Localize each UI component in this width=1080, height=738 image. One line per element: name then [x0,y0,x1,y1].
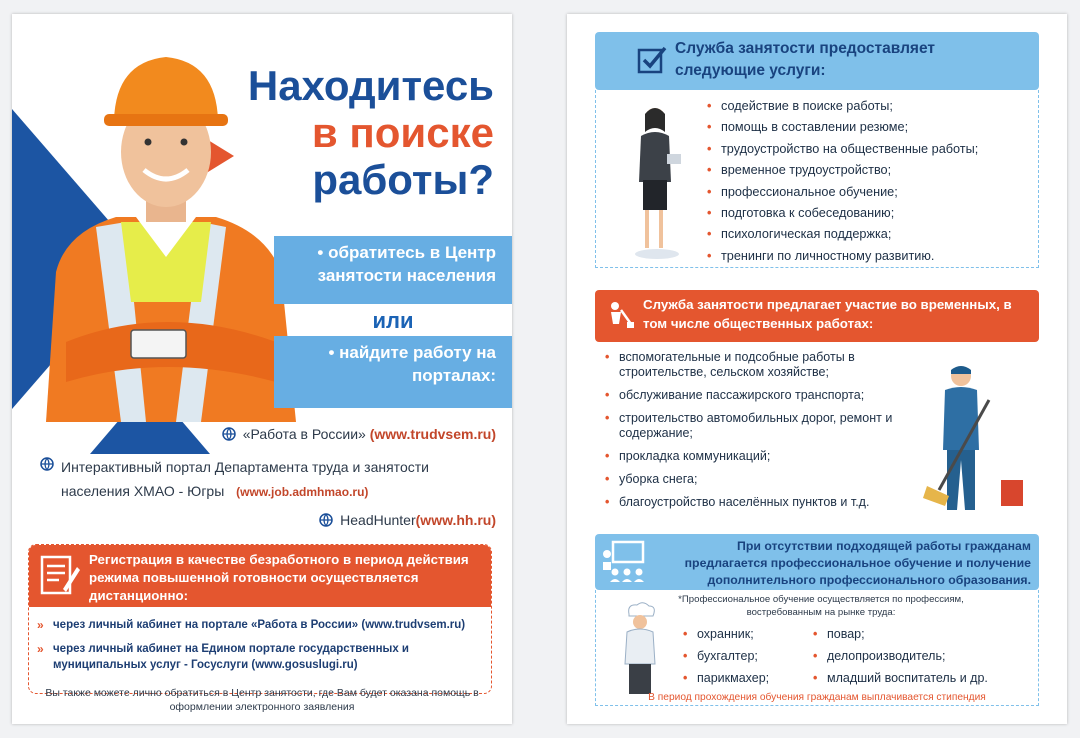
list-item: • обслуживание пассажирского транспорта; [605,388,935,403]
or-text: или [372,308,414,333]
professions-list [683,626,1033,687]
globe-icon [319,513,333,527]
right-flyer [567,14,1067,724]
list-item: • прокладка коммуникаций; [605,449,935,464]
registration-option-trudvsem: » через личный кабинет на портале «Работа в России» (www.trudvsem.ru) [37,618,466,632]
globe-icon [40,457,54,471]
left-flyer [12,14,512,724]
chevron-right-icon: » [37,642,44,656]
registration-box [28,544,492,694]
list-item: • вспомогательные и подсобные работы в строительстве, сельском хозяйстве; [605,350,935,380]
stipend-note: В период прохождения обучения гражданам выплачивается стипендия [648,692,986,703]
shovel-worker-icon [605,300,635,330]
list-item: • парикмахер; [683,670,813,687]
businesswoman-illustration [627,102,687,262]
portal-job-admhmao[interactable] [40,456,500,504]
list-item: • охранник; [683,626,813,643]
list-item: • строительство автомобильных дорог, ремонт и содержание; [605,411,935,441]
list-item: • уборка снега; [605,472,935,487]
list-item: • бухгалтер; [683,648,813,665]
chevron-right-icon: » [37,618,44,632]
title-line-2: в поиске [311,109,494,157]
title-line-1: Находитесь [247,62,494,109]
title-line-3: работы? [312,156,494,204]
list-item: • младший воспитатель и др. [813,670,1033,687]
globe-icon [222,427,236,441]
portal-url[interactable]: (www.trudvsem.ru) [369,426,496,442]
training-note: *Профессиональное обучение осуществляется по профессиям, востребованным на рынке труда: [678,594,964,618]
services-list [707,96,978,267]
temporary-work-list [605,350,935,518]
list-item: • делопроизводитель; [813,648,1033,665]
training-heading: При отсутствии подходящей работы гражданам предлагается профессиональное обучение и получение дополнительного профессионального образования. [595,534,1039,590]
hero-title [248,62,494,203]
list-item: • трудоустройство на общественные работы; [707,139,978,160]
portal-url[interactable]: (www.job.admhmao.ru) [236,484,369,499]
list-item: • помощь в составлении резюме; [707,117,978,138]
list-item: • тренинги по личностному развитию. [707,246,978,267]
list-item: • повар; [813,626,1033,643]
list-item: • содействие в поиске работы; [707,96,978,117]
janitor-illustration [919,360,1027,520]
registration-option-gosuslugi: » через личный кабинет на Едином портале государственных и муниципальных услуг - Госуслуги (www.gosuslugi.ru) [37,642,409,672]
classroom-board-icon [601,540,645,582]
portal-name: Интерактивный портал Департамента труда и занятости [61,459,429,475]
list-item: • подготовка к собеседованию; [707,203,978,224]
contact-center-band: • обратитесь в Центр занятости населения [274,236,512,304]
portal-name-2: населения ХМАО - Югры [61,482,225,499]
document-pen-icon [39,553,81,599]
in-person-footnote: Вы также можете лично обратиться в Центр занятости, где Вам будет оказана помощь в оформлении электронного заявления [45,687,479,714]
list-item: • психологическая поддержка; [707,224,978,245]
portal-headhunter[interactable] [319,512,496,528]
find-job-band: • найдите работу на порталах: [274,336,512,408]
temporary-work-heading: Служба занятости предлагает участие во временных, в том числе общественных работах: [595,290,1039,342]
portal-trudvsem[interactable] [222,426,496,442]
checkbox-icon [637,44,667,74]
list-item: • временное трудоустройство; [707,160,978,181]
list-item: • благоустройство населённых пунктов и т.д. [605,495,935,510]
services-heading: Служба занятости предоставляет следующие услуги: [595,32,1039,90]
list-item: • профессиональное обучение; [707,182,978,203]
portal-name: HeadHunter [340,512,416,528]
portal-url[interactable]: (www.hh.ru) [415,512,496,528]
portal-name: «Работа в России» [242,426,366,442]
registration-heading: Регистрация в качестве безработного в период действия режима повышенной готовности осуществляется дистанционно: [29,545,491,607]
